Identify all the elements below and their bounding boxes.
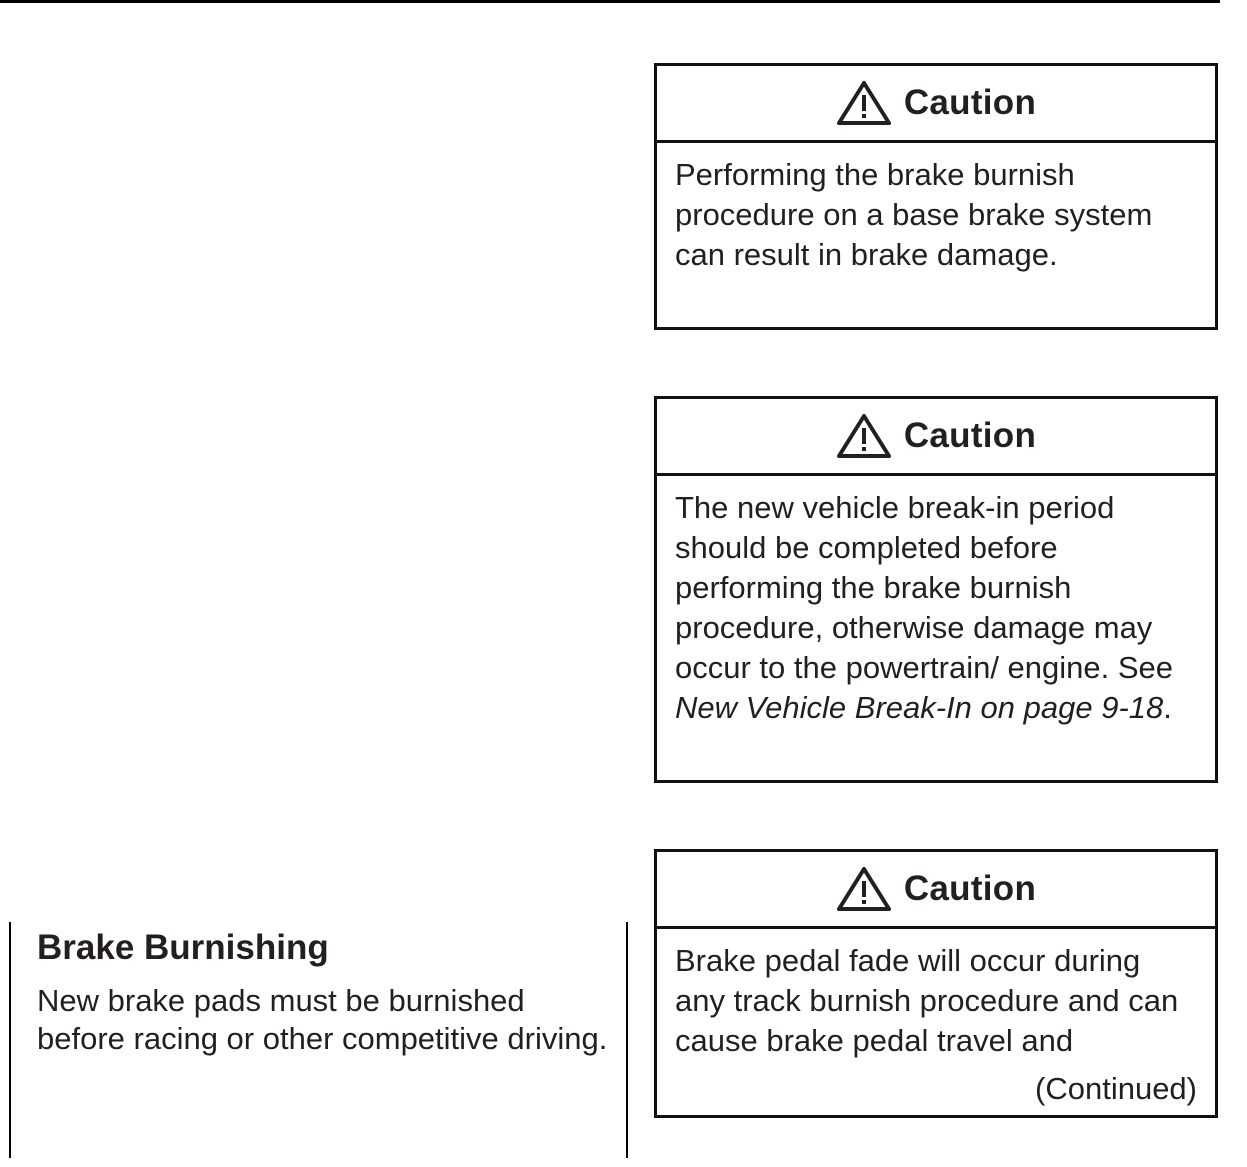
caution-box-pedal-fade xyxy=(654,849,1218,1118)
caution-text xyxy=(657,929,1215,1123)
caution-text xyxy=(657,476,1215,742)
left-column-rule xyxy=(9,922,11,1158)
caution-header xyxy=(657,399,1215,476)
caution-box-break-in xyxy=(654,396,1218,783)
caution-header xyxy=(657,852,1215,929)
continued-label: (Continued) xyxy=(1035,1071,1197,1106)
caution-text-plain: The new vehicle break-in period should be completed before performing the brake burnish procedure, otherwise damage may occur to the powertrain/ engine. See xyxy=(675,490,1174,685)
brake-burnishing-section xyxy=(37,926,617,1058)
caution-title: Caution xyxy=(903,83,1037,122)
caution-text-end: . xyxy=(1163,690,1172,725)
caution-title: Caution xyxy=(903,869,1037,908)
caution-text-body: Brake pedal fade will occur during any track burnish procedure and can cause brake pedal travel and xyxy=(675,943,1179,1058)
caution-text: Performing the brake burnish procedure on a base brake system can result in brake damage. xyxy=(675,157,1153,272)
caution-box-base-brake xyxy=(654,63,1218,330)
column-divider-rule xyxy=(626,922,628,1158)
warning-triangle-icon xyxy=(836,80,892,126)
caution-header xyxy=(657,66,1215,143)
caution-title: Caution xyxy=(903,416,1037,455)
warning-triangle-icon xyxy=(836,413,892,459)
cross-reference-link[interactable]: New Vehicle Break-In on page 9-18 xyxy=(675,690,1164,725)
top-rule xyxy=(0,0,1220,3)
section-paragraph: New brake pads must be burnished before racing or other competitive driving. xyxy=(37,983,608,1056)
warning-triangle-icon xyxy=(836,866,892,912)
section-heading: Brake Burnishing xyxy=(37,928,329,967)
